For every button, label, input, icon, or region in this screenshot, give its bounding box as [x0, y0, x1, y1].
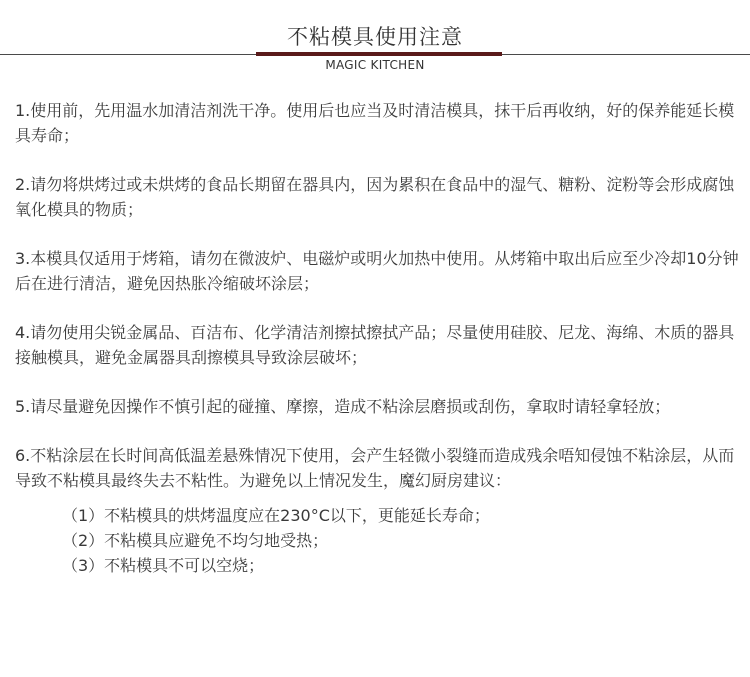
note-paragraph: 3.本模具仅适用于烤箱，请勿在微波炉、电磁炉或明火加热中使用。从烤箱中取出后应至少冷却10分钟后在进行清洁，避免因热胀冷缩破坏涂层； — [15, 249, 739, 293]
note-paragraph: 5.请尽量避免因操作不慎引起的碰撞、摩擦，造成不粘涂层磨损或刮伤，拿取时请轻拿轻放； — [15, 397, 671, 416]
suggestion-list — [15, 503, 743, 578]
note-paragraph: 2.请勿将烘烤过或未烘烤的食品长期留在器具内，因为累积在食品中的湿气、糖粉、淀粉等会形成腐蚀氧化模具的物质； — [15, 175, 735, 219]
suggestion-item: （2）不粘模具应避免不均匀地受热； — [62, 531, 329, 550]
usage-notes — [15, 98, 743, 578]
note-paragraph: 1.使用前，先用温水加清洁剂洗干净。使用后也应当及时清洁模具，抹干后再收纳，好的保养能延长模具寿命； — [15, 101, 735, 145]
suggestion-item: （3）不粘模具不可以空烧； — [62, 556, 265, 575]
title-underline — [256, 52, 502, 56]
note-paragraph: 4.请勿使用尖锐金属品、百洁布、化学清洁剂擦拭擦拭产品；尽量使用硅胶、尼龙、海绵、木质的器具接触模具，避免金属器具刮擦模具导致涂层破坏； — [15, 323, 735, 367]
suggestion-item: （1）不粘模具的烘烤温度应在230°C以下，更能延长寿命； — [62, 506, 490, 525]
note-paragraph: 6.不粘涂层在长时间高低温差悬殊情况下使用，会产生轻微小裂缝而造成残余唔知侵蚀不粘涂层，从而导致不粘模具最终失去不粘性。为避免以上情况发生，魔幻厨房建议： — [15, 446, 735, 490]
page-title: 不粘模具使用注意 — [287, 25, 463, 49]
brand-subtitle: MAGIC KITCHEN — [325, 58, 425, 72]
page-header — [0, 0, 750, 80]
